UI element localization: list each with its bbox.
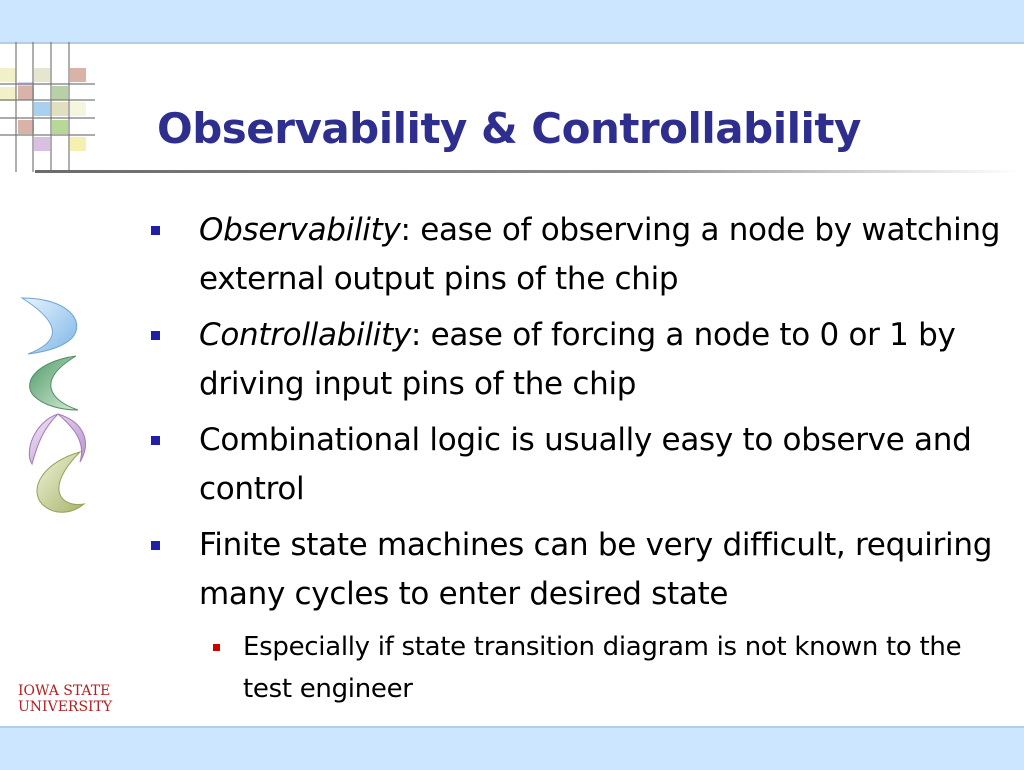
sub-bullet-item [150,626,1010,710]
bullet-item [150,416,1010,514]
bullet-text: : ease of observing a node by watching external output pins of the chip [199,212,1001,297]
bullet-item [150,206,1010,304]
title-underline [35,170,1020,173]
university-logo [18,683,112,715]
logo-line-2: UNIVERSITY [18,699,113,715]
bullet-square-icon [151,541,160,550]
bullet-list [150,206,1010,710]
bullet-text: : ease of forcing a node to 0 or 1 by driving input pins of the chip [199,317,956,402]
bullet-text: Finite state machines can be very difficult, requiring many cycles to enter desired state [199,527,993,612]
sub-bullet-text: Especially if state transition diagram is not known to the test engineer [243,632,962,704]
grid-decoration [0,42,120,182]
bullet-term: Controllability [199,317,411,353]
swoosh-decoration [14,292,94,522]
logo-line-1: IOWA STATE [18,683,111,699]
bottom-band [0,726,1024,770]
bullet-square-icon [151,226,160,235]
top-band [0,0,1024,44]
bullet-term: Observability [199,212,401,248]
bullet-square-icon [151,331,160,340]
bullet-text: Combinational logic is usually easy to observe and control [199,422,972,507]
bullet-square-icon [151,436,160,445]
slide-title: Observability & Controllability [157,104,861,153]
sub-bullet-square-icon [213,644,220,651]
bullet-item [150,311,1010,409]
bullet-item [150,521,1010,619]
